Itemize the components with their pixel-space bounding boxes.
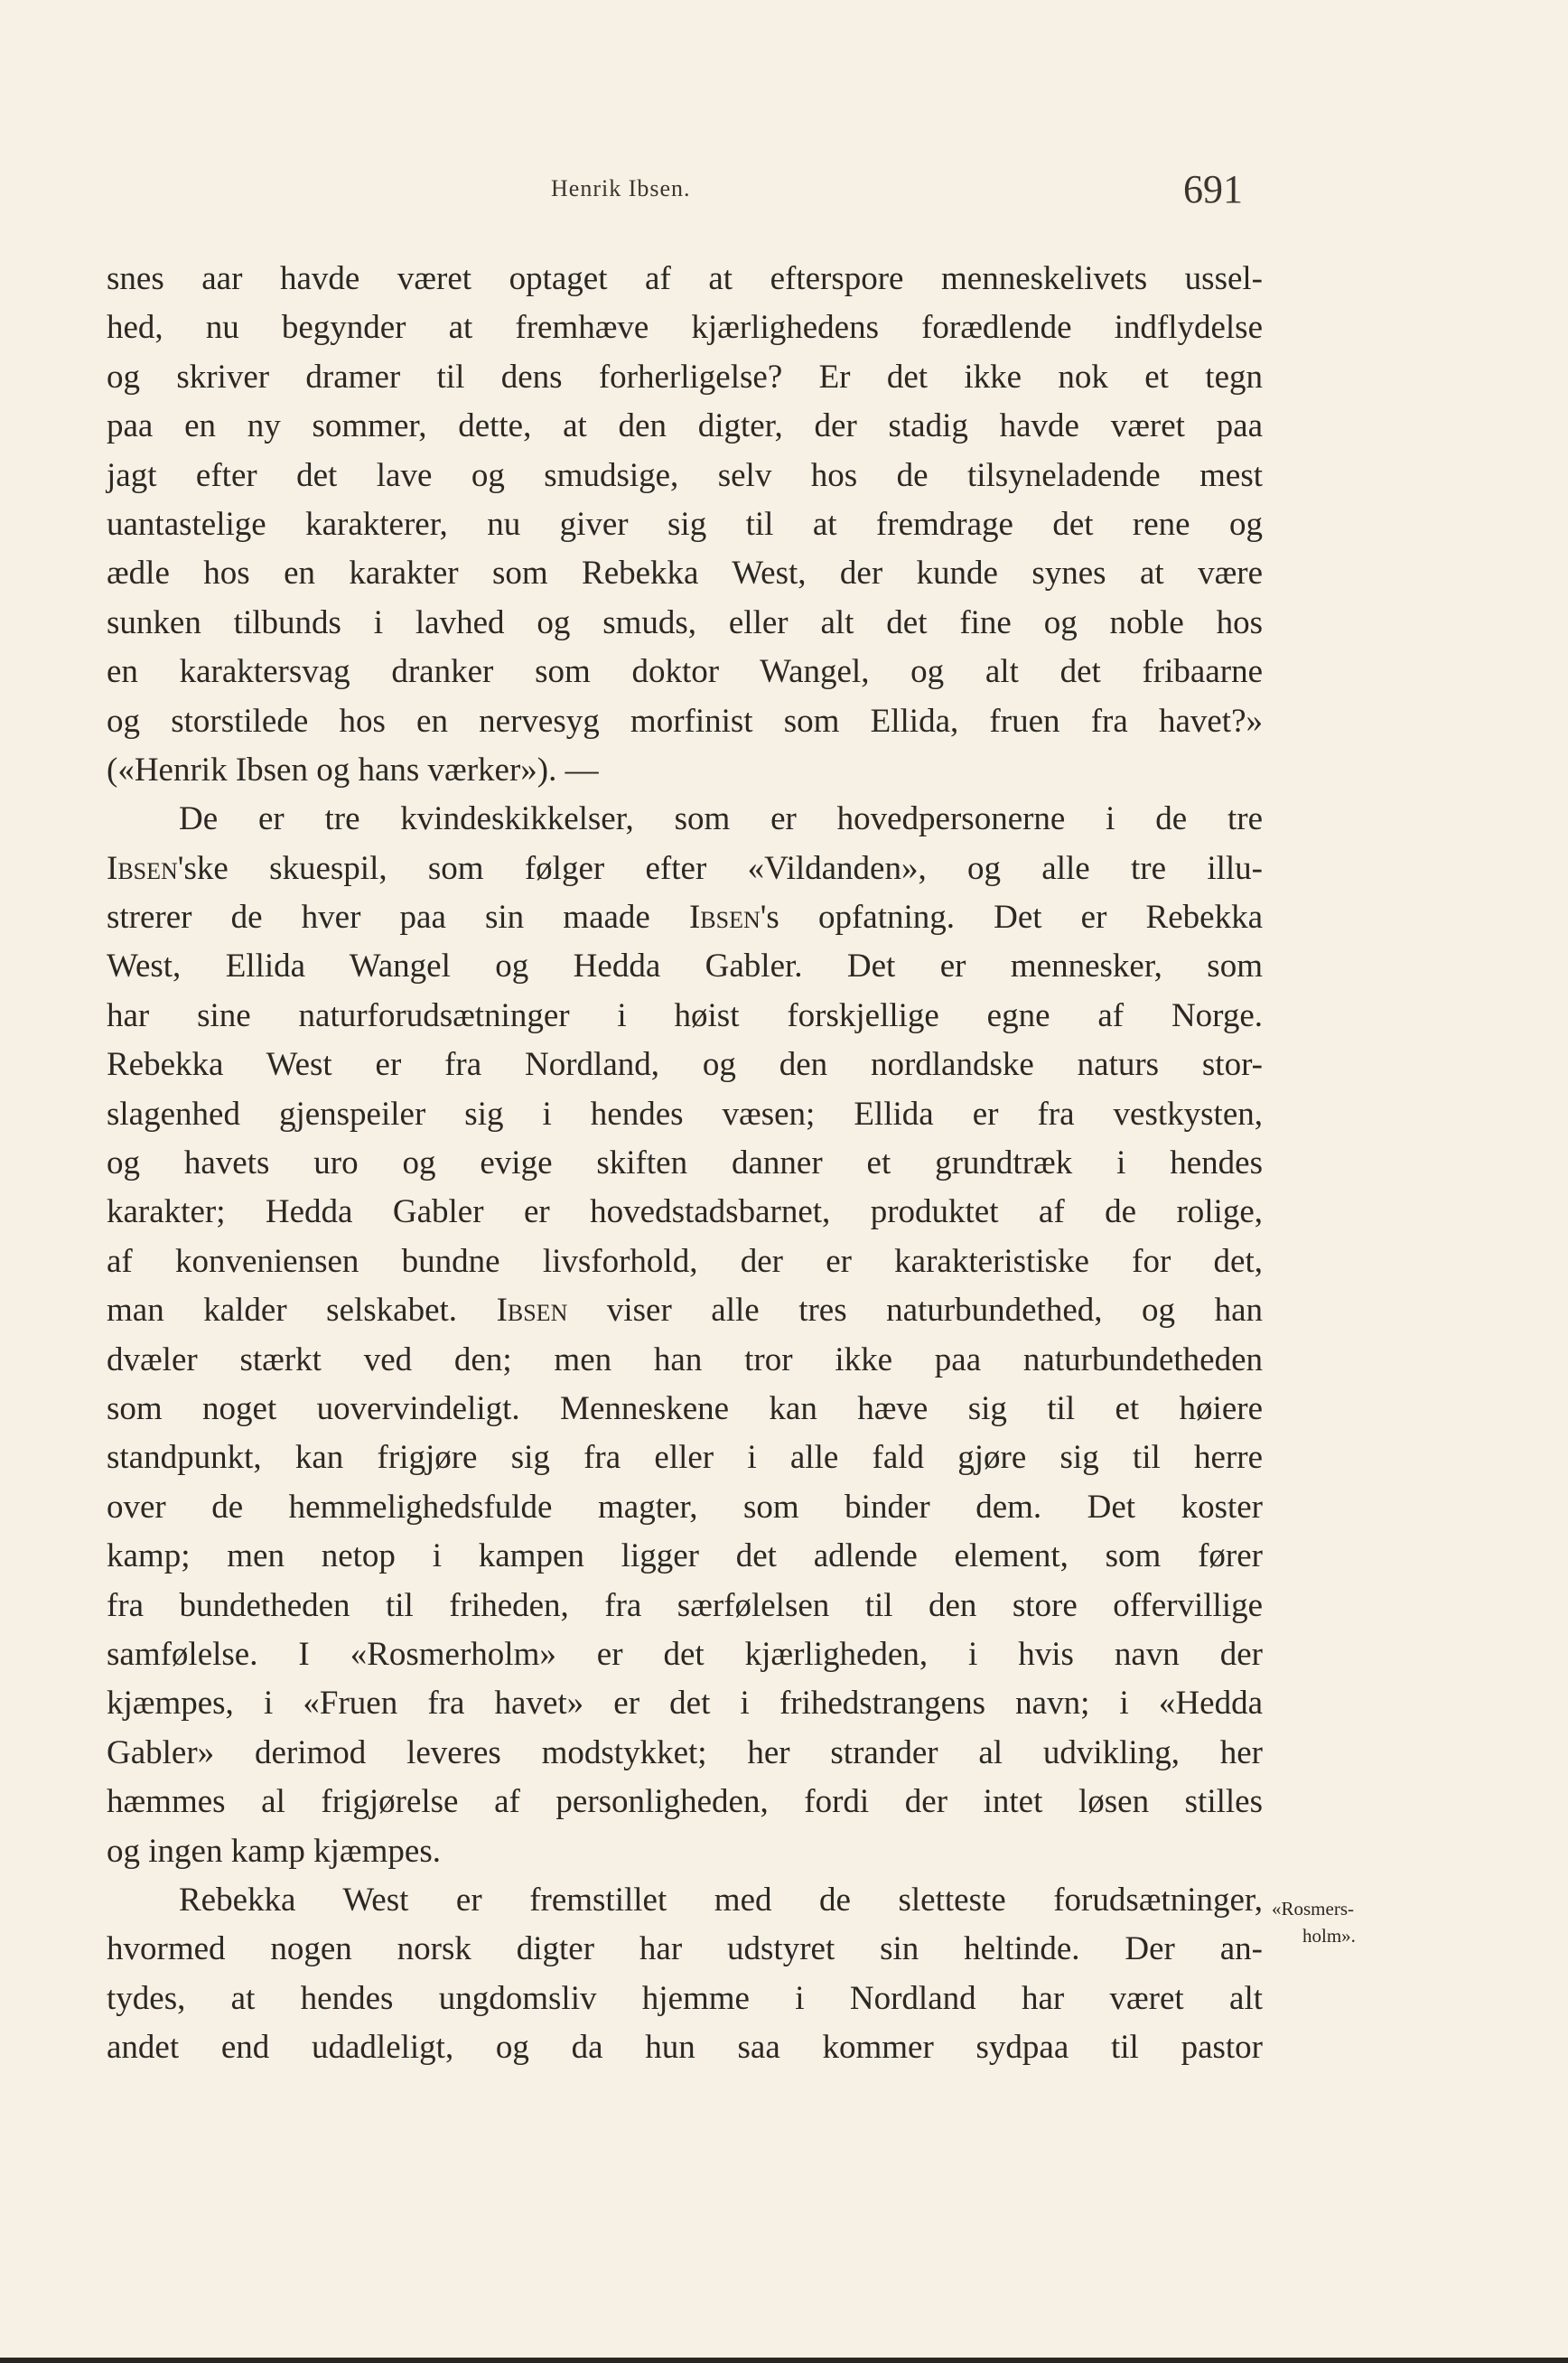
text-line: hæmmes al frigjørelse af personligheden, fordi der intet løsen stilles [107, 1783, 1263, 1821]
text-line: andet end udadleligt, og da hun saa kommer sydpaa til pastor [107, 2029, 1263, 2067]
text-line: ædle hos en karakter som Rebekka West, der kunde synes at være [107, 555, 1263, 593]
text-line: en karaktersvag dranker som doktor Wangel, og alt det fribaarne [107, 653, 1263, 691]
text-line: standpunkt, kan frigjøre sig fra eller i alle fald gjøre sig til herre [107, 1439, 1263, 1477]
text-line: kamp; men netop i kampen ligger det adlende element, som fører [107, 1537, 1263, 1575]
text-line: hed, nu begynder at fremhæve kjærlighedens forædlende indflydelse [107, 309, 1263, 347]
text-line: Rebekka West er fremstillet med de sletteste forudsætninger, [179, 1881, 1263, 1919]
text-line: af konveniensen bundne livsforhold, der er karakteristiske for det, [107, 1242, 1263, 1280]
text-line: som noget uovervindeligt. Menneskene kan hæve sig til et høiere [107, 1389, 1263, 1427]
text-line: tydes, at hendes ungdomsliv hjemme i Nordland har været alt [107, 1979, 1263, 2017]
margin-note-line: «Rosmers- [1272, 1898, 1354, 1919]
text-line: jagt efter det lave og smudsige, selv hos de tilsyneladende mest [107, 456, 1263, 494]
text-line: sunken tilbunds i lavhed og smuds, eller alt det fine og noble hos [107, 603, 1263, 641]
running-head [0, 167, 1568, 217]
text-line: og storstilede hos en nervesyg morfinist som Ellida, fruen fra havet?» [107, 702, 1263, 740]
text-line: Rebekka West er fra Nordland, og den nordlandske naturs stor- [107, 1046, 1263, 1084]
text-line: De er tre kvindeskikkelser, som er hovedpersonerne i de tre [179, 800, 1263, 838]
running-head-title: Henrik Ibsen. [551, 175, 691, 201]
text-line: snes aar havde været optaget af at efterspore menneskelivets ussel- [107, 260, 1263, 297]
text-line: karakter; Hedda Gabler er hovedstadsbarnet, produktet af de rolige, [107, 1193, 1263, 1231]
author-name-smallcaps: Ibsen [107, 849, 178, 887]
text-line: strerer de hver paa sin maade Ibsen's opfatning. Det er Rebekka [107, 899, 1263, 937]
text-line: Ibsen'ske skuespil, som følger efter «Vildanden», og alle tre illu- [107, 849, 1263, 887]
text-line: paa en ny sommer, dette, at den digter, der stadig havde været paa [107, 407, 1263, 445]
text-line: og ingen kamp kjæmpes. [107, 1832, 441, 1870]
text-line: slagenhed gjenspeiler sig i hendes væsen; Ellida er fra vestkysten, [107, 1095, 1263, 1133]
text-line: kjæmpes, i «Fruen fra havet» er det i frihedstrangens navn; i «Hedda [107, 1685, 1263, 1723]
page-number: 691 [1183, 167, 1243, 211]
text-line: fra bundetheden til friheden, fra særfølelsen til den store offervillige [107, 1586, 1263, 1624]
text-line: man kalder selskabet. Ibsen viser alle tres naturbundethed, og han [107, 1292, 1263, 1330]
margin-note-line: holm». [1302, 1925, 1356, 1947]
text-line: West, Ellida Wangel og Hedda Gabler. Det er mennesker, som [107, 948, 1263, 985]
page-edge-divider [0, 2358, 1568, 2363]
text-line: Gabler» derimod leveres modstykket; her strander al udvikling, her [107, 1733, 1263, 1771]
text-line: samfølelse. I «Rosmerholm» er det kjærligheden, i hvis navn der [107, 1635, 1263, 1673]
margin-note [1272, 1895, 1389, 1949]
text-line: og havets uro og evige skiften danner et grundtræk i hendes [107, 1144, 1263, 1182]
text-line: dvæler stærkt ved den; men han tror ikke paa naturbundetheden [107, 1340, 1263, 1378]
text-line: over de hemmelighedsfulde magter, som binder dem. Det koster [107, 1488, 1263, 1526]
text-line: uantastelige karakterer, nu giver sig til at fremdrage det rene og [107, 505, 1263, 543]
author-name-smallcaps: Ibsen [688, 899, 761, 937]
body-text [107, 255, 1263, 2072]
text-line: («Henrik Ibsen og hans værker»). — [107, 751, 599, 789]
text-line: og skriver dramer til dens forherligelse? Er det ikke nok et tegn [107, 358, 1263, 396]
text-line: hvormed nogen norsk digter har udstyret sin heltinde. Der an- [107, 1930, 1263, 1968]
author-name-smallcaps: Ibsen [496, 1292, 568, 1330]
text-line: har sine naturforudsætninger i høist forskjellige egne af Norge. [107, 996, 1263, 1034]
